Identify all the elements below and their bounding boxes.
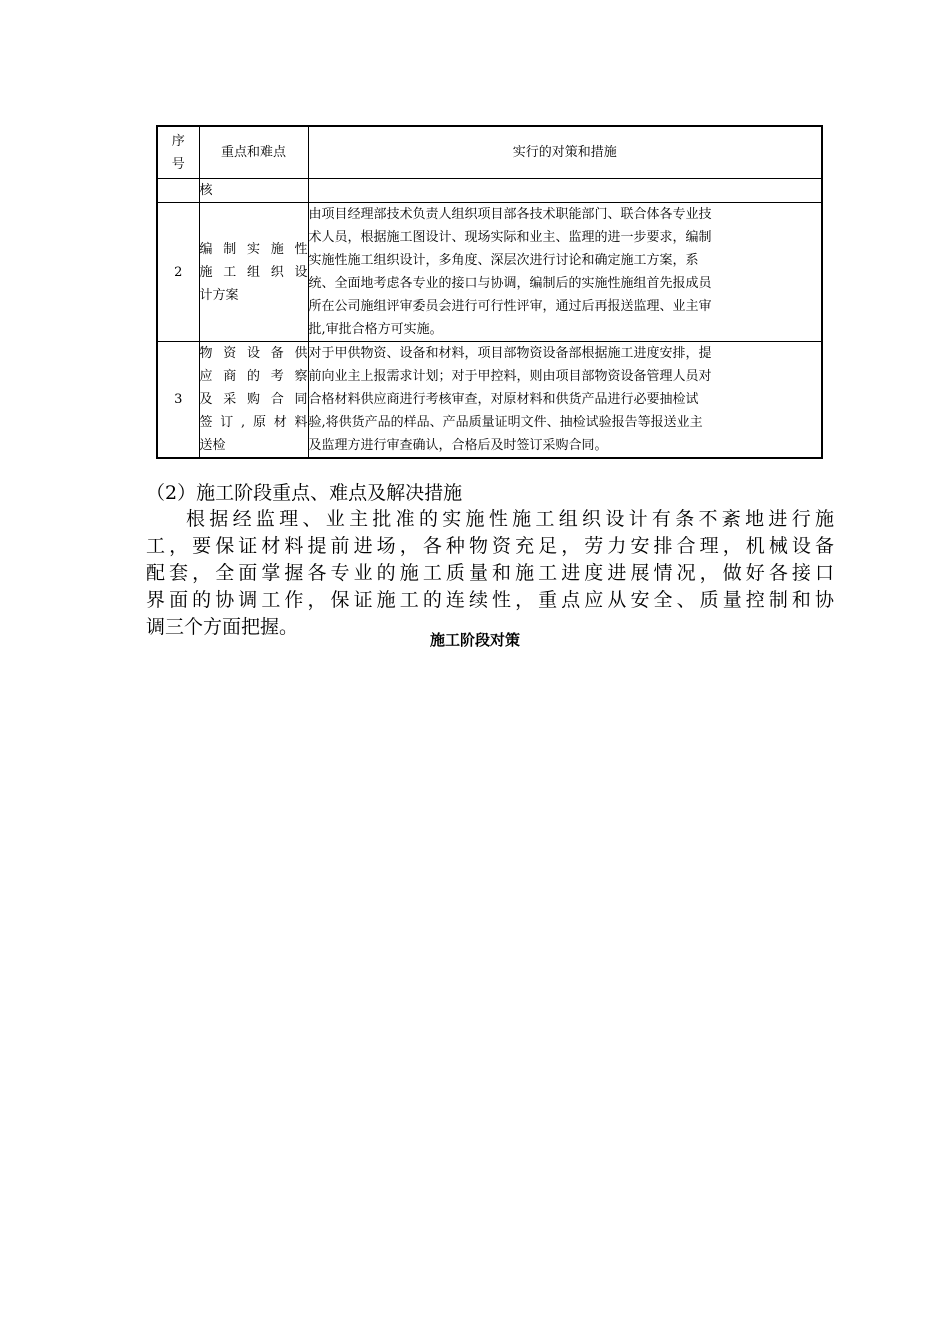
difficulty-line: 物资设备供 (199, 346, 308, 361)
measures-table-container (156, 125, 821, 459)
measures-line: 由项目经理部技术负责人组织项目部各技术职能部门、联合体各专业技 (308, 207, 712, 222)
difficulty-line: 签订,原材料 (199, 415, 308, 430)
paragraph-line: 工，要保证材料提前进场，各种物资充足，劳力安排合理，机械设备 (146, 535, 834, 557)
header-difficulty: 重点和难点 (199, 126, 308, 179)
difficulty-line: 计方案 (199, 287, 239, 303)
section-heading: （2）施工阶段重点、难点及解决措施 (146, 482, 463, 504)
measures-table (156, 125, 823, 459)
measures-line: 实施性施工组织设计，多角度、深层次进行讨论和确定施工方案，系 (308, 253, 699, 268)
table-row-continuation (157, 179, 822, 203)
difficulty-line: 及采购合同 (199, 392, 308, 407)
cell-difficulty (199, 342, 308, 459)
measures-line: 及监理方进行审查确认，合格后及时签订采购合同。 (308, 438, 608, 453)
cell-measures (308, 179, 822, 203)
header-measures: 实行的对策和措施 (308, 126, 822, 179)
paragraph-line: 根据经监理、业主批准的实施性施工组织设计有条不紊地进行施 (186, 508, 834, 530)
cell-difficulty: 核 (199, 179, 308, 203)
header-seq (157, 126, 199, 179)
section-paragraph (146, 506, 834, 641)
table-row (157, 342, 822, 459)
paragraph-line: 界面的协调工作，保证施工的连续性，重点应从安全、质量控制和协 (146, 589, 834, 611)
difficulty-line: 应商的考察 (199, 369, 308, 384)
cell-difficulty (199, 203, 308, 342)
table-header-row (157, 126, 822, 179)
cell-measures (308, 203, 822, 342)
measures-line: 批,审批合格方可实施。 (308, 322, 443, 337)
paragraph-line: 配套，全面掌握各专业的施工质量和施工进度进展情况，做好各接口 (146, 562, 834, 584)
header-seq-line: 序 (171, 133, 185, 149)
measures-line: 验,将供货产品的样品、产品质量证明文件、抽检试验报告等报送业主 (308, 415, 703, 430)
paragraph-line: 调三个方面把握。 (146, 616, 299, 638)
cell-seq: 3 (157, 342, 199, 459)
header-seq-line: 号 (171, 156, 185, 172)
cell-seq (157, 179, 199, 203)
cell-seq: 2 (157, 203, 199, 342)
measures-line: 术人员，根据施工图设计、现场实际和业主、监理的进一步要求，编制 (308, 230, 712, 245)
table-row (157, 203, 822, 342)
difficulty-line: 编制实施性 (199, 241, 308, 257)
measures-line: 对于甲供物资、设备和材料，项目部物资设备部根据施工进度安排，提 (308, 346, 712, 361)
measures-line: 前向业主上报需求计划；对于甲控料，则由项目部物资设备管理人员对 (308, 369, 712, 384)
difficulty-line: 施工组织设 (199, 264, 308, 280)
measures-line: 所在公司施组评审委员会进行可行性评审，通过后再报送监理、业主审 (308, 299, 712, 314)
measures-line: 统、全面地考虑各专业的接口与协调，编制后的实施性施组首先报成员 (308, 276, 712, 291)
difficulty-line: 送检 (199, 438, 226, 453)
cell-measures (308, 342, 822, 459)
measures-line: 合格材料供应商进行考核审查，对原材料和供货产品进行必要抽检试 (308, 392, 699, 407)
table-caption: 施工阶段对策 (429, 631, 520, 649)
